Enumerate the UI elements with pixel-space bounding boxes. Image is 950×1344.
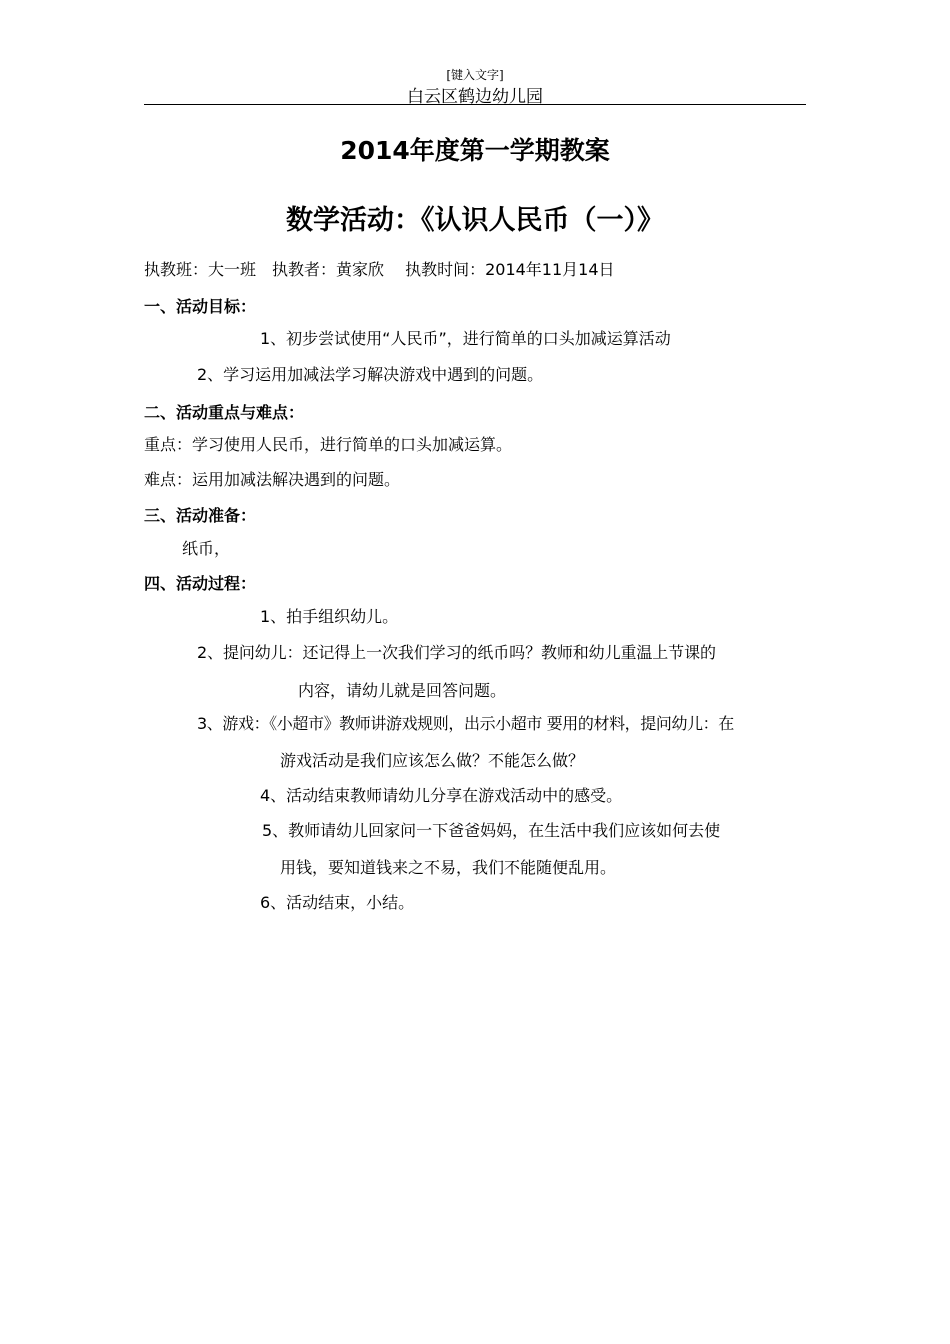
process-step: 1、拍手组织幼儿。: [260, 607, 399, 626]
header-placeholder: [键入文字]: [446, 68, 504, 82]
header-divider: [144, 104, 806, 105]
process-step: 2、提问幼儿：还记得上一次我们学习的纸币吗？教师和幼儿重温上节课的: [197, 643, 716, 662]
prep-heading: 三、活动准备：: [144, 506, 257, 525]
prep-text: 纸币，: [182, 539, 231, 558]
process-step-continued: 内容，请幼儿就是回答问题。: [298, 681, 507, 700]
teaching-info: 执教班：大一班 执教者：黄家欣 执教时间：2014年11月14日: [144, 260, 615, 279]
process-step: 6、活动结束，小结。: [260, 893, 415, 912]
goal-item: 2、学习运用加减法学习解决游戏中遇到的问题。: [197, 365, 544, 384]
process-step-continued: 游戏活动是我们应该怎么做？不能怎么做？: [280, 751, 585, 770]
process-step: 3、游戏：《小超市》教师讲游戏规则，出示小超市 要用的材料，提问幼儿：在: [197, 714, 734, 733]
process-step: 5、教师请幼儿回家问一下爸爸妈妈，在生活中我们应该如何去使: [262, 821, 721, 840]
process-step-continued: 用钱，要知道钱来之不易，我们不能随便乱用。: [280, 858, 617, 877]
goal-item: 1、初步尝试使用“人民币”，进行简单的口头加减运算活动: [260, 329, 671, 348]
goals-heading: 一、活动目标：: [144, 297, 257, 316]
process-heading: 四、活动过程：: [144, 574, 257, 593]
focus-heading: 二、活动重点与难点：: [144, 403, 305, 422]
process-step: 4、活动结束教师请幼儿分享在游戏活动中的感受。: [260, 786, 623, 805]
document-title: 2014年度第一学期教案: [340, 136, 610, 165]
difficulty-text: 难点：运用加减法解决遇到的问题。: [144, 470, 401, 489]
header-school-name: 白云区鹤边幼儿园: [407, 87, 543, 107]
document-subtitle: 数学活动：《认识人民币（一）》: [286, 205, 664, 236]
focus-text: 重点：学习使用人民币，进行简单的口头加减运算。: [144, 435, 513, 454]
